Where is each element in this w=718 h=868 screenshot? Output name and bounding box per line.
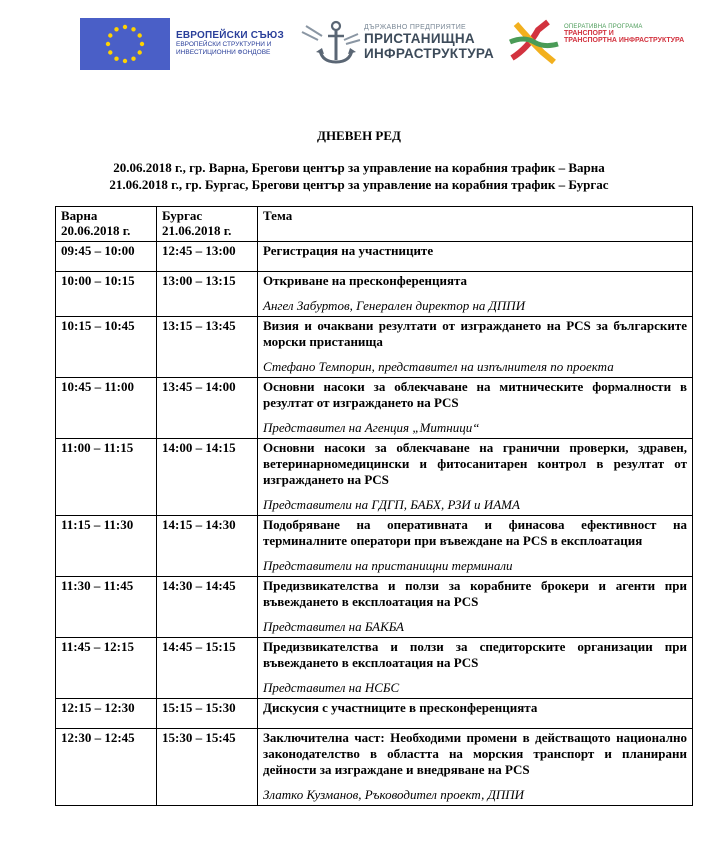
eu-title: ЕВРОПЕЙСКИ СЪЮЗ	[176, 30, 284, 41]
event-line-burgas: 21.06.2018 г., гр. Бургас, Брегови център за управление на корабния трафик – Бургас	[109, 177, 609, 192]
topic-speaker: Ангел Забуртов, Генерален директор на ДППИ	[263, 298, 526, 313]
agenda-body	[56, 242, 693, 806]
eu-logo-text	[176, 30, 284, 56]
header-burgas-date: 21.06.2018 г.	[162, 223, 232, 238]
header-varna-city: Варна	[61, 208, 98, 223]
topic-title: Предизвикателства и ползи за спедиторските организации при въвеждането в експлоатация на PCS	[263, 639, 687, 670]
table-row	[56, 699, 693, 729]
topic-cell	[258, 729, 693, 806]
time-varna: 10:45 – 11:00	[56, 378, 157, 439]
time-burgas: 13:15 – 13:45	[157, 317, 258, 378]
topic-cell	[258, 242, 693, 272]
topic-speaker: Стефано Темпорин, представител на изпълнителя по проекта	[263, 359, 614, 374]
dppi-pre: ДЪРЖАВНО ПРЕДПРИЯТИЕ	[364, 24, 466, 31]
event-line-varna: 20.06.2018 г., гр. Варна, Брегови център за управление на корабния трафик – Варна	[113, 160, 605, 175]
time-varna: 11:45 – 12:15	[56, 638, 157, 699]
topic-cell	[258, 699, 693, 729]
agenda-table	[55, 206, 693, 806]
header-burgas-city: Бургас	[162, 208, 203, 223]
eu-flag-icon	[80, 18, 170, 70]
table-row	[56, 317, 693, 378]
time-varna: 10:00 – 10:15	[56, 272, 157, 317]
table-row	[56, 272, 693, 317]
dppi-line2: ИНФРАСТРУКТУРА	[364, 46, 495, 61]
table-row	[56, 577, 693, 638]
topic-title: Предизвикателства и ползи за корабните брокери и агенти при въвеждането в експлоатация на PCS	[263, 578, 687, 609]
time-varna: 11:30 – 11:45	[56, 577, 157, 638]
time-burgas: 13:45 – 14:00	[157, 378, 258, 439]
header-varna	[56, 207, 157, 242]
page-title: ДНЕВЕН РЕД	[317, 128, 401, 143]
header-burgas	[157, 207, 258, 242]
topic-title: Основни насоки за облекчаване на гранични проверки, здравен, ветеринарномедицински и фитосанитарен контрол в резултат от изграждането на PCS	[263, 440, 687, 487]
op-logo-text	[564, 24, 684, 44]
topic-cell	[258, 272, 693, 317]
topic-cell	[258, 638, 693, 699]
eu-subtitle: ЕВРОПЕЙСКИ СТРУКТУРНИ И ИНВЕСТИЦИОННИ ФОНДОВЕ	[176, 41, 272, 56]
table-row	[56, 516, 693, 577]
table-row	[56, 439, 693, 516]
topic-title: Визия и очаквани резултати от изграждането на PCS за българските морски пристанища	[263, 318, 687, 349]
table-row	[56, 378, 693, 439]
time-varna: 12:30 – 12:45	[56, 729, 157, 806]
topic-title: Дискусия с участниците в пресконференцията	[263, 700, 538, 715]
time-burgas: 15:30 – 15:45	[157, 729, 258, 806]
topic-cell	[258, 516, 693, 577]
topic-cell	[258, 378, 693, 439]
time-burgas: 15:15 – 15:30	[157, 699, 258, 729]
time-burgas: 14:45 – 15:15	[157, 638, 258, 699]
time-varna: 09:45 – 10:00	[56, 242, 157, 272]
header-varna-date: 20.06.2018 г.	[61, 223, 131, 238]
logo-header	[0, 0, 718, 110]
table-row	[56, 729, 693, 806]
dppi-logo-text	[364, 24, 494, 61]
time-burgas: 14:30 – 14:45	[157, 577, 258, 638]
table-header-row	[56, 207, 693, 242]
topic-title: Основни насоки за облекчаване на митническите формалности в резултат от изграждането на PCS	[263, 379, 687, 410]
time-burgas: 14:00 – 14:15	[157, 439, 258, 516]
topic-speaker: Представител на Агенция „Митници“	[263, 420, 480, 435]
topic-cell	[258, 317, 693, 378]
topic-title: Подобряване на оперативната и финасова ефективност на терминалните оператори при въвеждане на PCS в експлоатация	[263, 517, 687, 548]
header-topic: Тема	[258, 207, 693, 242]
table-row	[56, 242, 693, 272]
time-burgas: 12:45 – 13:00	[157, 242, 258, 272]
topic-title: Откриване на пресконференцията	[263, 273, 468, 288]
time-varna: 10:15 – 10:45	[56, 317, 157, 378]
topic-speaker: Представител на БАКБА	[263, 619, 404, 634]
time-varna: 11:00 – 11:15	[56, 439, 157, 516]
topic-title: Регистрация на участниците	[263, 243, 434, 258]
op-line2: ТРАНСПОРТНА ИНФРАСТРУКТУРА	[564, 37, 685, 44]
topic-speaker: Представители на ГДГП, БАБХ, РЗИ и ИАМА	[263, 497, 520, 512]
op-pre: ОПЕРАТИВНА ПРОГРАМА	[564, 24, 643, 30]
time-burgas: 13:00 – 13:15	[157, 272, 258, 317]
time-varna: 12:15 – 12:30	[56, 699, 157, 729]
crossing-arrows-icon	[508, 18, 560, 68]
time-burgas: 14:15 – 14:30	[157, 516, 258, 577]
dppi-line1: ПРИСТАНИЩНА	[364, 31, 475, 46]
topic-speaker: Представители на пристанищни терминали	[263, 558, 513, 573]
op-line1: ТРАНСПОРТ И	[564, 30, 614, 37]
topic-cell	[258, 439, 693, 516]
topic-speaker: Златко Кузманов, Ръководител проект, ДППИ	[263, 787, 525, 802]
anchor-icon	[300, 18, 362, 70]
time-varna: 11:15 – 11:30	[56, 516, 157, 577]
topic-speaker: Представител на НСБС	[263, 680, 400, 695]
topic-cell	[258, 577, 693, 638]
table-row	[56, 638, 693, 699]
topic-title: Заключителна част: Необходими промени в действащото национално законодателство в областта на морския транспорт и планирани дейности за изграждане и внедряване на PCS	[263, 730, 687, 777]
